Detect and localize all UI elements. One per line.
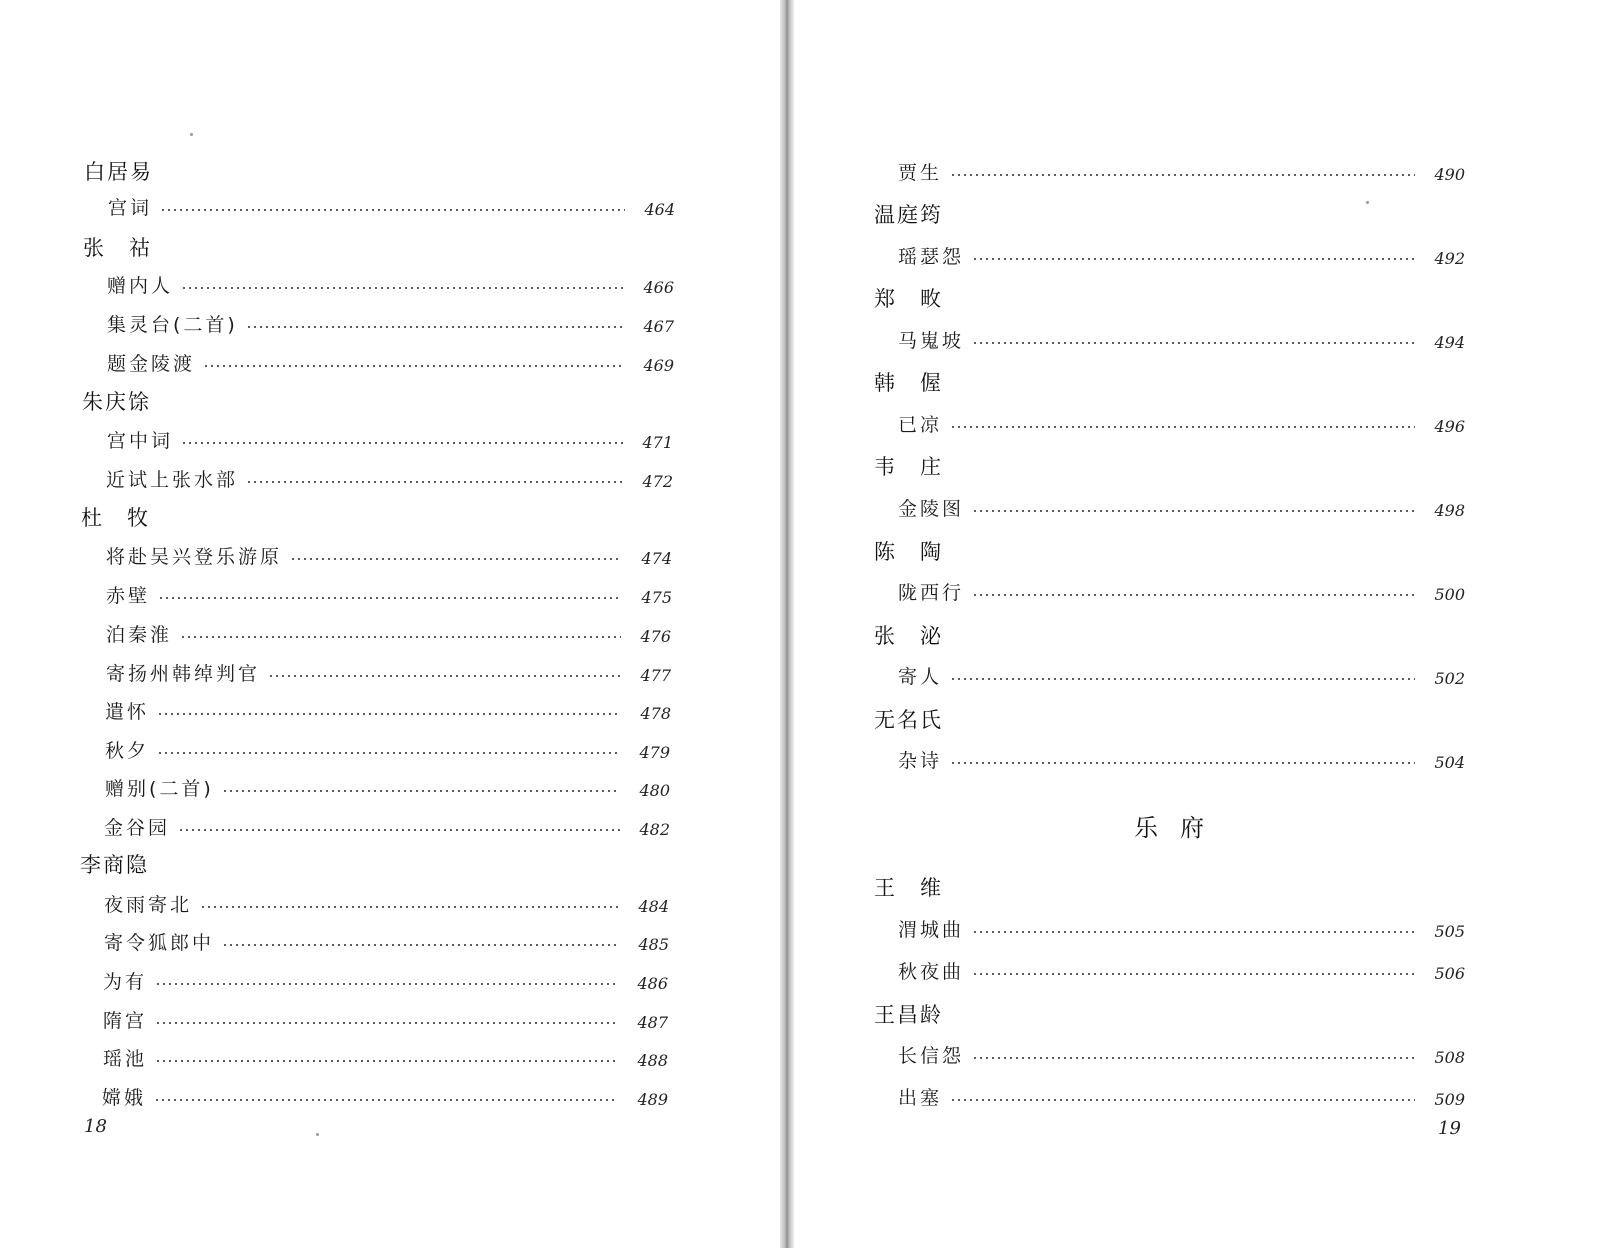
entry-title: 遣怀: [105, 700, 150, 723]
author-name: 温庭筠: [874, 203, 943, 227]
author-name: 韩 偓: [874, 371, 943, 395]
paper-speck: [316, 1133, 319, 1136]
entry-title: 嫦娥: [102, 1086, 147, 1109]
entry-page-number: 498: [1434, 500, 1465, 520]
dot-leader: [222, 790, 620, 792]
entry-title: 集灵台(二首): [107, 313, 238, 336]
entry-title: 题金陵渡: [107, 352, 196, 375]
dot-leader: [950, 678, 1415, 680]
entry-page-number: 484: [638, 896, 669, 916]
author-name: 白居易: [84, 160, 153, 184]
author-name: 韦 庄: [874, 455, 943, 479]
toc-entry[interactable]: [103, 967, 668, 993]
toc-entry[interactable]: [107, 271, 674, 297]
dot-leader: [972, 1057, 1415, 1059]
toc-entry[interactable]: [107, 349, 674, 375]
entry-title: 瑶瑟怨: [898, 245, 965, 268]
dot-leader: [222, 944, 619, 946]
entry-page-number: 472: [642, 471, 673, 491]
dot-leader: [950, 174, 1415, 176]
author-name: 张 泌: [874, 624, 943, 648]
entry-title: 宫词: [108, 196, 153, 219]
entry-page-number: 477: [640, 665, 671, 685]
toc-entry[interactable]: [106, 465, 673, 491]
entry-title: 夜雨寄北: [104, 893, 193, 916]
author-name: 无名氏: [874, 708, 943, 732]
dot-leader: [155, 983, 618, 985]
entry-page-number: 494: [1434, 332, 1465, 352]
dot-leader: [972, 931, 1415, 933]
entry-title: 宫中词: [107, 429, 174, 452]
entry-page-number: 471: [642, 432, 673, 452]
toc-entry[interactable]: [898, 326, 1465, 352]
entry-title: 泊秦淮: [106, 623, 173, 646]
toc-entry[interactable]: [898, 578, 1465, 604]
entry-page-number: 474: [641, 548, 672, 568]
entry-page-number: 488: [637, 1050, 668, 1070]
dot-leader: [200, 906, 619, 908]
dot-leader: [178, 829, 620, 831]
entry-title: 赤壁: [106, 584, 151, 607]
toc-entry[interactable]: [107, 426, 673, 452]
dot-leader: [268, 675, 621, 677]
toc-entry[interactable]: [107, 310, 674, 336]
toc-entry[interactable]: [105, 697, 671, 723]
entry-title: 赠别(二首): [105, 777, 214, 800]
entry-title: 秋夜曲: [898, 960, 965, 983]
toc-entry[interactable]: [106, 581, 672, 607]
entry-page-number: 496: [1434, 416, 1465, 436]
dot-leader: [180, 636, 621, 638]
dot-leader: [246, 326, 624, 328]
dot-leader: [203, 365, 624, 367]
author-name: 朱庆馀: [82, 390, 151, 414]
entry-title: 金陵图: [898, 497, 965, 520]
entry-page-number: 479: [639, 742, 670, 762]
dot-leader: [181, 442, 623, 444]
entry-page-number: 505: [1434, 921, 1465, 941]
entry-title: 将赴吴兴登乐游原: [106, 545, 283, 568]
paper-speck: [1366, 201, 1369, 204]
entry-page-number: 504: [1434, 752, 1465, 772]
dot-leader: [157, 752, 620, 754]
toc-entry[interactable]: [898, 242, 1465, 268]
entry-page-number: 509: [1434, 1089, 1465, 1109]
toc-entry[interactable]: [898, 957, 1465, 983]
entry-page-number: 466: [643, 277, 674, 297]
entry-title: 寄人: [898, 665, 943, 688]
entry-page-number: 475: [641, 587, 672, 607]
entry-title: 赠内人: [107, 274, 174, 297]
toc-entry[interactable]: [898, 494, 1465, 520]
entry-page-number: 506: [1434, 963, 1465, 983]
toc-entry[interactable]: [105, 774, 670, 800]
entry-title: 渭城曲: [898, 918, 965, 941]
author-name: 杜 牧: [81, 506, 150, 530]
entry-title: 寄令狐郎中: [104, 931, 215, 954]
entry-title: 金谷园: [104, 816, 171, 839]
dot-leader: [181, 287, 624, 289]
entry-page-number: 478: [640, 703, 671, 723]
dot-leader: [158, 597, 622, 599]
entry-page-number: 469: [643, 355, 674, 375]
dot-leader: [290, 558, 622, 560]
toc-entry[interactable]: [105, 736, 670, 762]
entry-title: 已凉: [898, 413, 943, 436]
toc-entry[interactable]: [108, 193, 675, 219]
dot-leader: [972, 510, 1415, 512]
entry-page-number: 490: [1434, 164, 1465, 184]
entry-title: 近试上张水部: [106, 468, 239, 491]
author-name: 陈 陶: [874, 540, 943, 564]
dot-leader: [972, 973, 1415, 975]
entry-title: 为有: [103, 970, 148, 993]
entry-title: 马嵬坡: [898, 329, 965, 352]
entry-title: 贾生: [898, 161, 943, 184]
dot-leader: [950, 1099, 1415, 1101]
entry-title: 出塞: [898, 1086, 943, 1109]
dot-leader: [972, 594, 1415, 596]
entry-title: 长信怨: [898, 1044, 965, 1067]
dot-leader: [157, 713, 621, 715]
entry-title: 隋宫: [103, 1009, 148, 1032]
dot-leader: [972, 342, 1415, 344]
entry-page-number: 487: [637, 1012, 668, 1032]
toc-entry[interactable]: [106, 620, 671, 646]
entry-title: 寄扬州韩绰判官: [106, 662, 261, 685]
toc-entry[interactable]: [106, 659, 671, 685]
entry-title: 杂诗: [898, 749, 943, 772]
toc-entry[interactable]: [898, 158, 1465, 184]
entry-title: 秋夕: [105, 739, 150, 762]
entry-title: 瑶池: [103, 1047, 148, 1070]
entry-page-number: 486: [637, 973, 668, 993]
toc-entry[interactable]: [102, 1083, 668, 1109]
entry-page-number: 508: [1434, 1047, 1465, 1067]
toc-entry[interactable]: [898, 1041, 1465, 1067]
entry-page-number: 476: [640, 626, 671, 646]
author-name: 王 维: [874, 876, 943, 900]
toc-entry[interactable]: [898, 915, 1465, 941]
entry-page-number: 492: [1434, 248, 1465, 268]
dot-leader: [246, 481, 623, 483]
toc-entry[interactable]: [898, 662, 1465, 688]
book-spine: [780, 0, 794, 1248]
entry-page-number: 480: [639, 780, 670, 800]
dot-leader: [160, 209, 625, 211]
toc-entry[interactable]: [103, 1006, 668, 1032]
dot-leader: [155, 1060, 618, 1062]
section-heading: 乐府: [1134, 814, 1226, 842]
author-name: 王昌龄: [874, 1003, 943, 1027]
author-name: 郑 畋: [874, 287, 943, 311]
entry-page-number: 464: [644, 199, 675, 219]
toc-entry[interactable]: [898, 746, 1465, 772]
toc-entry[interactable]: [106, 542, 672, 568]
entry-page-number: 500: [1434, 584, 1465, 604]
page-number: 18: [84, 1116, 107, 1137]
dot-leader: [950, 762, 1415, 764]
entry-page-number: 502: [1434, 668, 1465, 688]
paper-speck: [190, 133, 193, 136]
author-name: 李商隐: [80, 853, 149, 877]
toc-entry[interactable]: [898, 410, 1465, 436]
entry-page-number: 485: [638, 934, 669, 954]
dot-leader: [155, 1022, 618, 1024]
dot-leader: [950, 426, 1415, 428]
author-name: 张 祜: [83, 236, 152, 260]
toc-entry[interactable]: [103, 1044, 668, 1070]
entry-page-number: 467: [643, 316, 674, 336]
page-number: 19: [1438, 1118, 1461, 1139]
entry-page-number: 482: [639, 819, 670, 839]
toc-entry[interactable]: [898, 1083, 1465, 1109]
entry-page-number: 489: [637, 1089, 668, 1109]
entry-title: 陇西行: [898, 581, 965, 604]
toc-entry[interactable]: [104, 890, 669, 916]
dot-leader: [154, 1099, 618, 1101]
toc-entry[interactable]: [104, 813, 670, 839]
dot-leader: [972, 258, 1415, 260]
toc-entry[interactable]: [104, 928, 669, 954]
